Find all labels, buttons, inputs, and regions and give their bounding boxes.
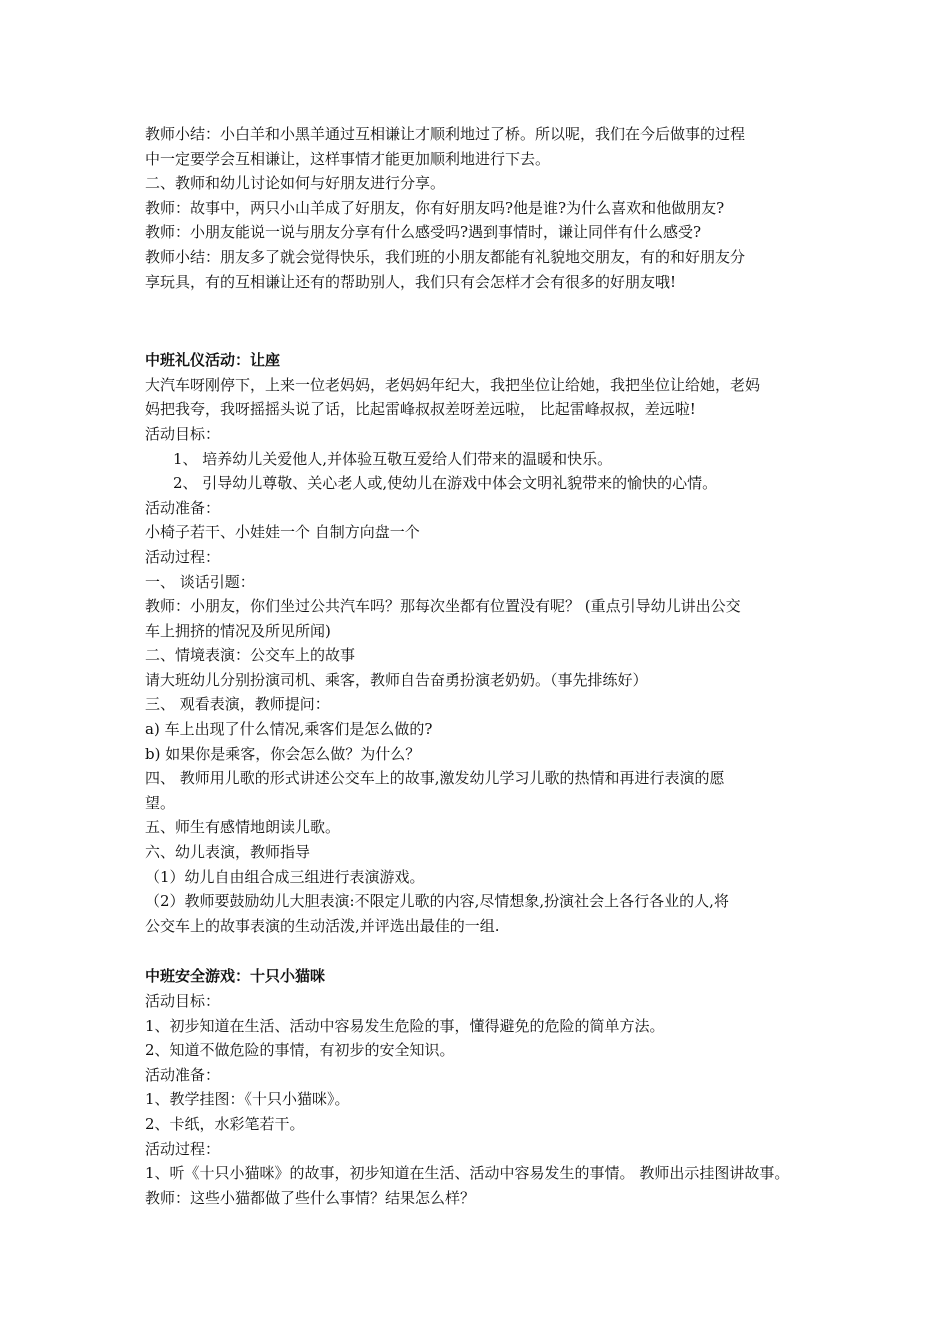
section-title: 中班礼仪活动：让座 (145, 351, 281, 370)
paragraph-line: 教师：这些小猫都做了些什么事情？结果怎么样？ (145, 1188, 476, 1207)
section-title: 中班安全游戏：十只小猫咪 (145, 967, 326, 986)
paragraph-line: 车上拥挤的情况及所见所闻) (145, 621, 331, 640)
section-friends-summary (145, 122, 825, 294)
section-spacer (145, 938, 825, 964)
question-item: a) 车上出现了什么情况,乘客们是怎么做的? (145, 720, 433, 739)
paragraph-line: 享玩具，有的互相谦让还有的帮助别人，我们只有会怎样才会有很多的好朋友哦! (145, 272, 677, 291)
paragraph-line: 大汽车呀刚停下，上来一位老妈妈，老妈妈年纪大，我把坐位让给她，我把坐位让给她，老妈 (145, 375, 761, 394)
paragraph-line: 公交车上的故事表演的生动活泼,并评选出最佳的一组. (145, 916, 500, 935)
section-spacer (145, 294, 825, 348)
paragraph-line: 请大班幼儿分别扮演司机、乘客，教师自告奋勇扮演老奶奶。（事先排练好） (145, 670, 648, 689)
paragraph-line: （1）幼儿自由组合成三组进行表演游戏。 (145, 867, 425, 886)
paragraph-line: 活动目标： (145, 992, 221, 1010)
paragraph-line: 活动过程： (145, 1139, 221, 1158)
paragraph-line: 中一定要学会互相谦让，这样事情才能更加顺利地进行下去。 (145, 149, 551, 168)
paragraph-line: 二、情境表演：公交车上的故事 (145, 646, 356, 665)
paragraph-line: 二、教师和幼儿讨论如何与好朋友进行分享。 (145, 174, 446, 193)
goal-item: 2、 引导幼儿尊敬、关心老人或,使幼儿在游戏中体会文明礼貌带来的愉快的心情。 (173, 474, 718, 493)
goal-item: 2、知道不做危险的事情，有初步的安全知识。 (145, 1041, 455, 1060)
paragraph-line: 教师小结：朋友多了就会觉得快乐，我们班的小朋友都能有礼貌地交朋友，有的和好朋友分 (145, 247, 746, 266)
paragraph-line: 四、 教师用儿歌的形式讲述公交车上的故事,激发幼儿学习儿歌的热情和再进行表演的愿 (145, 769, 725, 788)
paragraph-line: 活动过程： (145, 547, 221, 566)
goal-item: 1、 培养幼儿关爱他人,并体验互敬互爱给人们带来的温暖和快乐。 (173, 449, 613, 468)
document-body (145, 122, 825, 1210)
paragraph-line: 教师：小朋友能说一说与朋友分享有什么感受吗?遇到事情时，谦让同伴有什么感受? (145, 223, 702, 242)
paragraph-line: （2）教师要鼓励幼儿大胆表演:不限定儿歌的内容,尽情想象,扮演社会上各行各业的人,将 (145, 892, 729, 911)
paragraph-line: 活动准备： (145, 498, 221, 517)
paragraph-line: 教师：故事中，两只小山羊成了好朋友，你有好朋友吗?他是谁?为什么喜欢和他做朋友? (145, 198, 725, 217)
question-item: b) 如果你是乘客，你会怎么做？为什么？ (145, 744, 421, 763)
paragraph-line: 六、幼儿表演，教师指导 (145, 843, 311, 862)
paragraph-line: 活动目标： (145, 424, 221, 443)
list-item: 1、教学挂图：《十只小猫咪》。 (145, 1090, 350, 1109)
section-ten-kittens (145, 964, 825, 1210)
paragraph-line: 一、 谈话引题： (145, 572, 255, 591)
list-item: 2、卡纸，水彩笔若干。 (145, 1114, 305, 1133)
paragraph-line: 教师：小朋友，你们坐过公共汽车吗？那每次坐都有位置没有呢？ (重点引导幼儿讲出公交 (145, 597, 741, 616)
paragraph-line: 望。 (145, 793, 176, 812)
paragraph-line: 教师小结：小白羊和小黑羊通过互相谦让才顺利地过了桥。所以呢，我们在今后做事的过程 (145, 125, 746, 143)
goal-item: 1、初步知道在生活、活动中容易发生危险的事，懂得避免的危险的简单方法。 (145, 1016, 665, 1035)
paragraph-line: 1、听《十只小猫咪》的故事，初步知道在生活、活动中容易发生的事情。 教师出示挂图讲故事。 (145, 1164, 790, 1183)
paragraph-line: 五、师生有感情地朗读儿歌。 (145, 818, 341, 837)
paragraph-line: 三、 观看表演，教师提问： (145, 695, 330, 714)
section-give-seat (145, 348, 825, 938)
paragraph-line: 妈把我夸，我呀摇摇头说了话，比起雷峰叔叔差呀差远啦， 比起雷峰叔叔，差远啦! (145, 400, 696, 419)
paragraph-line: 活动准备： (145, 1065, 221, 1084)
paragraph-line: 小椅子若干、小娃娃一个 自制方向盘一个 (145, 523, 420, 542)
